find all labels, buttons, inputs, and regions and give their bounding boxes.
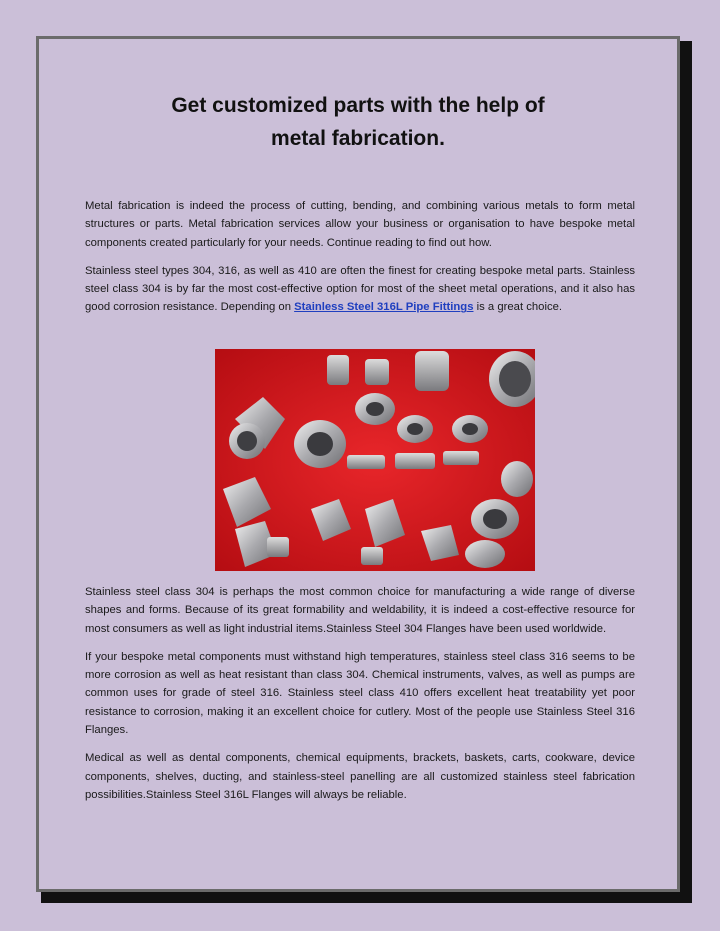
paragraph-4: If your bespoke metal components must withstand high temperatures, stainless steel class 316 seems to be more corrosion as well as heat resistant than class 304. Chemical instruments, valves, as well as pumps are common uses for grade of steel 316. Stainless steel class 410 offers excellent heat treatability yet poor resistance to corrosion, making it an excellent choice for cutlery. Most of the people use Stainless Steel 316 Flanges.	[85, 650, 635, 737]
fitting-part	[267, 537, 289, 557]
fitting-part	[365, 359, 389, 385]
fitting-part	[501, 461, 533, 497]
fitting-part	[347, 455, 385, 469]
fitting-part	[327, 355, 349, 385]
intro-section	[85, 197, 635, 327]
fitting-part	[395, 453, 435, 469]
fittings-illustration	[215, 349, 535, 571]
pipe-fittings-photo	[215, 349, 535, 571]
pipe-fittings-link[interactable]: Stainless Steel 316L Pipe Fittings	[294, 301, 474, 314]
title-line-1: Get customized parts with the help of	[171, 94, 545, 117]
document-page	[36, 36, 680, 892]
page-title	[39, 89, 677, 155]
details-section	[85, 583, 635, 814]
fitting-part	[415, 351, 449, 391]
paragraph-1: Metal fabrication is indeed the process of cutting, bending, and combining various metals to form metal structures or parts. Metal fabrication services allow your business or organisation to have bespoke metal components created particularly for your needs. Continue reading to find out how.	[85, 200, 635, 249]
fitting-part	[361, 547, 383, 565]
paragraph-5: Medical as well as dental components, chemical equipments, brackets, baskets, carts, cookware, device components, shelves, ducting, and stainless-steel panelling are all customized stainless steel fabrication possibilities.Stainless Steel 316L Flanges will always be reliable.	[85, 752, 635, 801]
paragraph-3: Stainless steel class 304 is perhaps the most common choice for manufacturing a wide range of diverse shapes and forms. Because of its great formability and weldability, it is indeed a cost-effective resource for most consumers as well as light industrial items.Stainless Steel 304 Flanges have been used worldwide.	[85, 586, 635, 635]
paragraph-2-text-a: Stainless steel types 304, 316, as well as 410 are often the finest for creating bespoke metal parts. Stainless steel class 304 is by far the most cost-effective option for most of the sheet metal operations, and it also has good corrosion resistance. Depending on	[85, 264, 635, 314]
title-line-2: metal fabrication.	[271, 127, 445, 150]
fitting-part	[465, 540, 505, 568]
fitting-part	[443, 451, 479, 465]
paragraph-2	[85, 262, 635, 317]
paragraph-2-text-b: is a great choice.	[473, 301, 563, 314]
